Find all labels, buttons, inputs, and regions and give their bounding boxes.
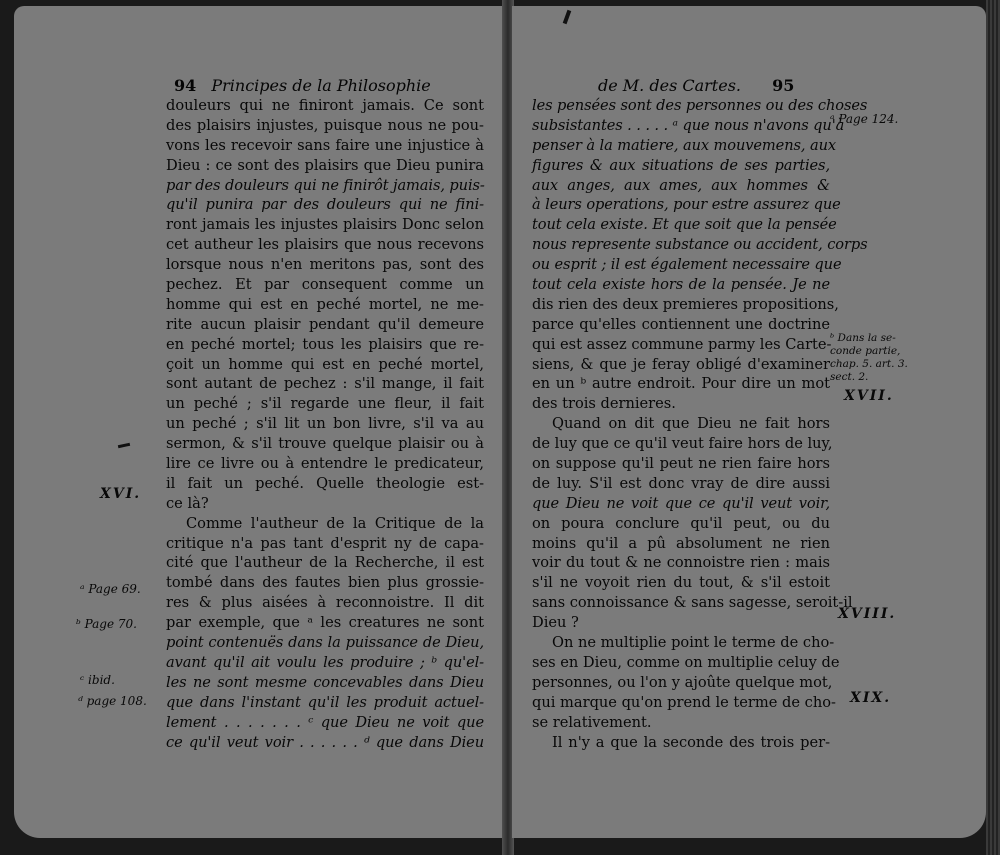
text-line: voir du tout & ne connoistre rien : mais [532,554,830,572]
text-line: personnes, ou l'on y ajoûte quelque mot, [532,673,833,691]
section-marker-xix: XIX. [850,690,892,706]
footnote-line: conde partie, [830,345,901,357]
text-line: homme qui est en peché mortel, ne me- [166,295,484,313]
text-line: dis rien des deux premieres propositions, [532,295,839,313]
text-line: ou esprit ; il est également necessaire que [532,256,842,274]
footnote-ref-a: ᵃ Page 69. [80,582,141,596]
text-line: res & plus aisées à reconnoistre. Il dit [166,594,484,612]
text-line: Il n'y a que la seconde des trois per- [552,733,830,751]
text-line: de luy. S'il est donc vray de dire aussi [532,474,830,492]
text-line: tombé dans des fautes bien plus grossie- [166,574,484,592]
text-line: subsistantes . . . . . ᵃ que nous n'avons qu'à [532,116,845,134]
text-line: douleurs qui ne finiront jamais. Ce sont [166,97,484,114]
text-line: des plaisirs injustes, puisque nous ne pou- [166,116,484,134]
text-line: rite aucun plaisir pendant qu'il demeure [166,315,484,333]
text-line: en un ᵇ autre endroit. Pour dire un mot [532,375,830,393]
text-line: un peché ; s'il lit un bon livre, s'il va au [166,415,484,433]
footnote-ref-a: ᵃ Page 124. [830,112,899,126]
text-line: que dans l'instant qu'il les produit actuel- [166,693,484,711]
text-line: On ne multiplie point le terme de cho- [552,634,835,652]
text-line: les ne sont mesme concevables dans Dieu [166,673,484,691]
left-running-head [174,76,431,95]
left-page-title: Principes de la Philosophie [211,76,431,95]
text-line: on suppose qu'il peut ne rien faire hors [532,455,830,473]
text-line: il fait un peché. Quelle theologie est- [166,474,484,492]
text-line: on poura conclure qu'il peut, ou du [532,514,830,532]
text-line: Dieu : ce sont des plaisirs que Dieu punira [166,156,484,174]
text-line: siens, & que je feray obligé d'examiner [532,355,830,373]
text-line: cet autheur les plaisirs que nous recevons [166,236,484,254]
text-line: moins qu'il a pû absolument ne rien [532,534,830,552]
text-line: par des douleurs qui ne finirôt jamais, puis- [166,176,485,194]
text-line: lorsque nous n'en meritons pas, sont des [166,256,484,274]
text-line: que Dieu ne voit que ce qu'il veut voir, [532,494,830,512]
text-line: Dieu ? [532,614,579,632]
section-marker-xvi: XVI. [100,486,142,502]
text-line: ront jamais les injustes plaisirs Donc selon [166,216,484,234]
text-line: ce là? [166,494,209,512]
footnote-ref-b [830,332,908,384]
section-marker-xviii: XVIII. [838,606,897,622]
right-page [512,6,986,838]
text-line: Quand on dit que Dieu ne fait hors [552,415,830,433]
text-line: sermon, & s'il trouve quelque plaisir ou à [166,435,484,453]
right-page-number: 95 [772,76,795,95]
left-text-block [166,96,484,752]
text-line: qui est assez commune parmy les Carte- [532,335,832,353]
text-line: cité que l'autheur de la Recherche, il est [166,554,484,572]
text-line: nous represente substance ou accident, corps [532,236,868,254]
text-line: Comme l'autheur de la Critique de la [186,514,484,532]
text-line: à leurs operations, pour estre assurez que [532,196,841,214]
text-line: tout cela existe. Et que soit que la pensée [532,216,837,234]
footnote-ref-d: ᵈ page 108. [78,694,147,708]
footnote-line: chap. 5. art. 3. [830,358,908,370]
text-line: de luy que ce qu'il veut faire hors de luy, [532,435,833,453]
text-line: ses en Dieu, comme on multiplie celuy de [532,653,840,671]
text-line: aux anges, aux ames, aux hommes & [532,176,830,194]
section-marker-xvii: XVII. [844,388,894,404]
right-running-head [598,76,794,95]
text-line: vons les recevoir sans faire une injustice à [166,136,484,154]
text-line: s'il ne voyoit rien du tout, & s'il estoit [532,574,830,592]
text-line: pechez. Et par consequent comme un [166,276,484,294]
footnote-ref-b: ᵇ Page 70. [76,617,137,631]
text-line: penser à la matiere, aux mouvemens, aux [532,136,837,154]
text-line: des trois dernieres. [532,395,676,413]
footnote-line: ᵇ Dans la se- [830,332,896,344]
text-line: figures & aux situations de ses parties, [532,156,830,174]
text-line: avant qu'il ait voulu les produire ; ᵇ qu'el- [166,653,484,671]
text-line: lement . . . . . . . ᶜ que Dieu ne voit que [166,713,484,731]
text-line: en peché mortel; tous les plaisirs que re- [166,335,484,353]
text-line: çoit un homme qui est en peché mortel, [166,355,484,373]
text-line: qu'il punira par des douleurs qui ne fini- [166,196,484,214]
text-line: sans connoissance & sans sagesse, seroit-il [532,594,853,612]
text-line: ce qu'il veut voir . . . . . . ᵈ que dans Dieu [166,733,484,751]
text-line: les pensées sont des personnes ou des choses [532,97,868,114]
text-line: par exemple, que ᵃ les creatures ne sont [166,614,484,632]
text-line: sont autant de pechez : s'il mange, il fait [166,375,484,393]
text-line: critique n'a pas tant d'esprit ny de capa- [166,534,484,552]
footnote-ref-c: ᶜ ibid. [80,673,115,687]
text-line: tout cela existe hors de la pensée. Je ne [532,276,830,294]
page-edges [986,0,1000,855]
text-line: qui marque qu'on prend le terme de cho- [532,693,836,711]
text-line: se relativement. [532,713,652,731]
left-page-number: 94 [174,76,197,95]
text-line: un peché ; s'il regarde une fleur, il fait [166,395,484,413]
text-line: parce qu'elles contiennent une doctrine [532,315,830,333]
left-page [14,6,506,838]
text-line: point contenuës dans la puissance de Dieu, [166,634,484,652]
right-page-title: de M. des Cartes. [598,76,741,95]
text-line: lire ce livre ou à entendre le predicateur, [166,455,484,473]
footnote-line: sect. 2. [830,371,869,383]
